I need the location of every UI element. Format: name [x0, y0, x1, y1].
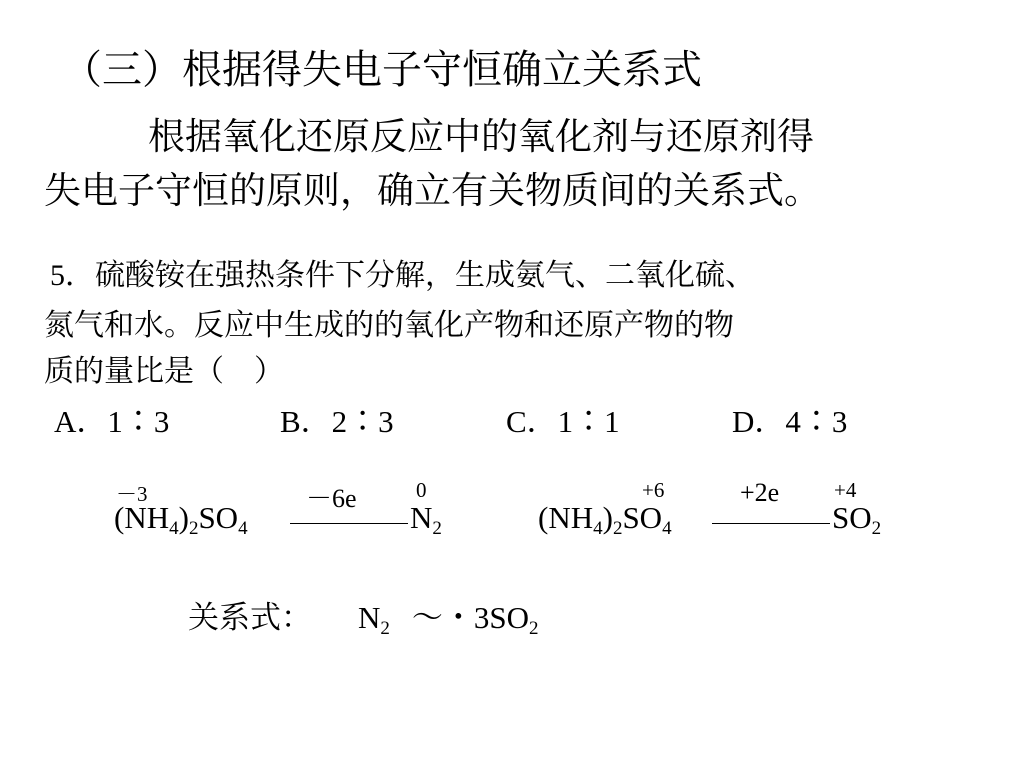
right-product-formula: $SO_2$ — [832, 500, 882, 539]
left-reaction-line — [290, 523, 408, 524]
left-product-formula: $N_2$ — [410, 500, 442, 539]
option-c: C．1∶1 — [506, 404, 620, 439]
question-line-2: 氮气和水。反应中生成的的氧化产物和还原产物的物 — [44, 309, 734, 342]
question-line-1: 5．硫酸铵在强热条件下分解，生成氨气、二氧化硫、 — [50, 259, 755, 292]
right-electron-transfer: +2e — [740, 478, 780, 507]
question-line-3: 质的量比是（ ） — [44, 355, 284, 388]
left-ox-state-reactant: －3 — [116, 482, 148, 506]
option-a: A．1∶3 — [54, 404, 170, 439]
relation-left: $N_2$ — [358, 600, 390, 639]
option-b: B．2∶3 — [280, 404, 394, 439]
relation-label: 关系式： — [188, 600, 312, 635]
relation-right: $3SO_2$ — [473, 600, 539, 639]
left-ox-state-product: 0 — [416, 478, 427, 502]
intro-text-line-1: 根据氧化还原反应中的氧化剂与还原剂得 — [148, 117, 814, 158]
left-reactant-formula: $(NH_4)_2SO_4$ — [114, 500, 248, 539]
right-ox-state-product: +4 — [834, 478, 857, 502]
left-electron-transfer: －6e — [306, 484, 357, 513]
option-d: D．4∶3 — [732, 404, 848, 439]
right-reaction-line — [712, 523, 830, 524]
right-reactant-formula: $(NH_4)_2SO_4$ — [538, 500, 672, 539]
relation-connector: ～・ — [411, 600, 474, 635]
section-heading: （三）根据得失电子守恒确立关系式 — [62, 47, 702, 92]
relation-line — [188, 592, 539, 637]
right-ox-state-reactant: +6 — [642, 478, 665, 502]
intro-text-line-2: 失电子守恒的原则，确立有关物质间的关系式。 — [44, 171, 821, 212]
